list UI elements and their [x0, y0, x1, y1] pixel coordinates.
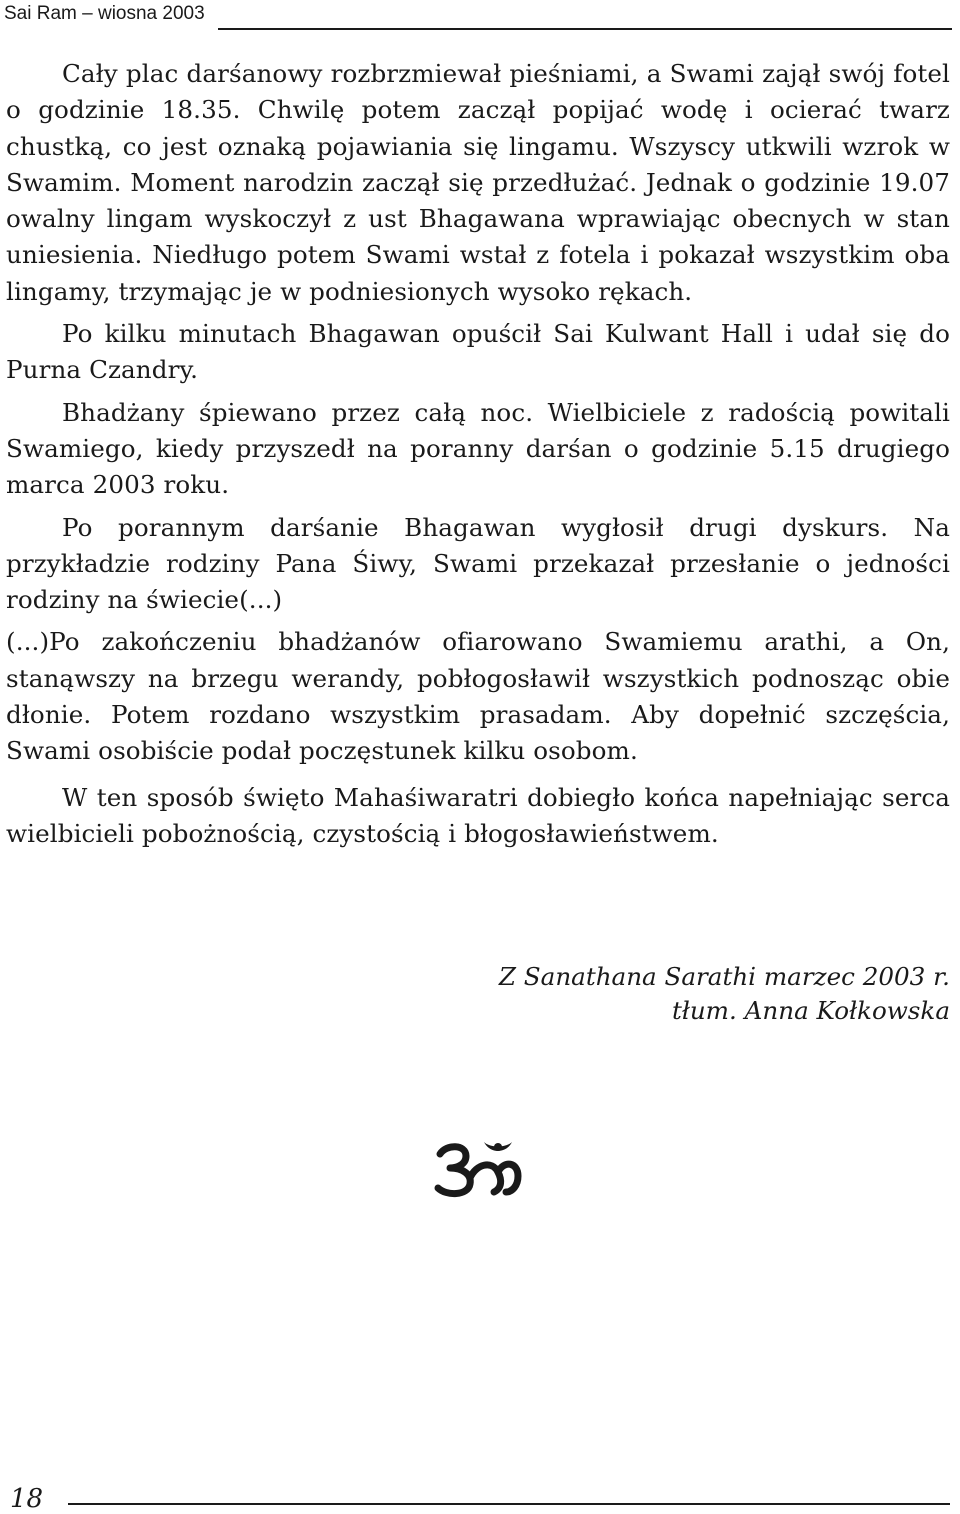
paragraph-5: (...)Po zakończeniu bhadżanów ofiarowano Swamiemu arathi, a On, stanąwszy na brzegu werandy, pobłogosławił wszystkich podnosząc obie dłonie. Potem rozdano wszystkim prasadam. Aby dopełnić szczęścia, Swami osobiście podał poczęstunek kilku osobom.	[6, 627, 950, 766]
header-rule	[218, 28, 952, 30]
article-body	[6, 56, 950, 852]
paragraph-3: Bhadżany śpiewano przez całą noc. Wielbiciele z radością powitali Swamiego, kiedy przyszedł na poranny darśan o godzinie 5.15 drugiego marca 2003 roku.	[6, 397, 950, 500]
paragraph-6: W ten sposób święto Mahaśiwaratri dobiegło końca napełniając serca wielbicieli pobożnością, czystością i błogosławieństwem.	[6, 782, 950, 848]
footer-rule	[68, 1503, 950, 1505]
source-attribution	[499, 960, 950, 1028]
paragraph-1: Cały plac darśanowy rozbrzmiewał pieśniami, a Swami zajął swój fotel o godzinie 18.35. Chwilę potem zaczął popijać wodę i ocierać twarz chustką, co jest oznaką pojawiania się lingamu. Wszyscy utkwili wzrok w Swamim. Moment narodzin zaczął się przedłużać. Jednak o godzinie 19.07 owalny lingam wyskoczył z ust Bhagawana wprawiając obecnych w stan uniesienia. Niedługo potem Swami wstał z fotela i pokazał wszystkim oba lingamy, trzymając je w podniesionych wysoko rękach.	[6, 59, 950, 306]
paragraph-4: Po porannym darśanie Bhagawan wygłosił drugi dyskurs. Na przykładzie rodziny Pana Śiwy, Swami przekazał przesłanie o jedności rodziny na świecie(...)	[6, 512, 950, 615]
translator-line: tłum. Anna Kołkowska	[671, 996, 950, 1025]
running-header	[0, 0, 960, 32]
source-line: Z Sanathana Sarathi marzec 2003 r.	[498, 962, 950, 991]
paragraph-2: Po kilku minutach Bhagawan opuścił Sai Kulwant Hall i udał się do Purna Czandry.	[6, 319, 950, 385]
page-number: 18	[10, 1484, 44, 1514]
om-symbol-icon	[432, 1138, 524, 1200]
running-header-title: Sai Ram – wiosna 2003	[4, 3, 205, 24]
